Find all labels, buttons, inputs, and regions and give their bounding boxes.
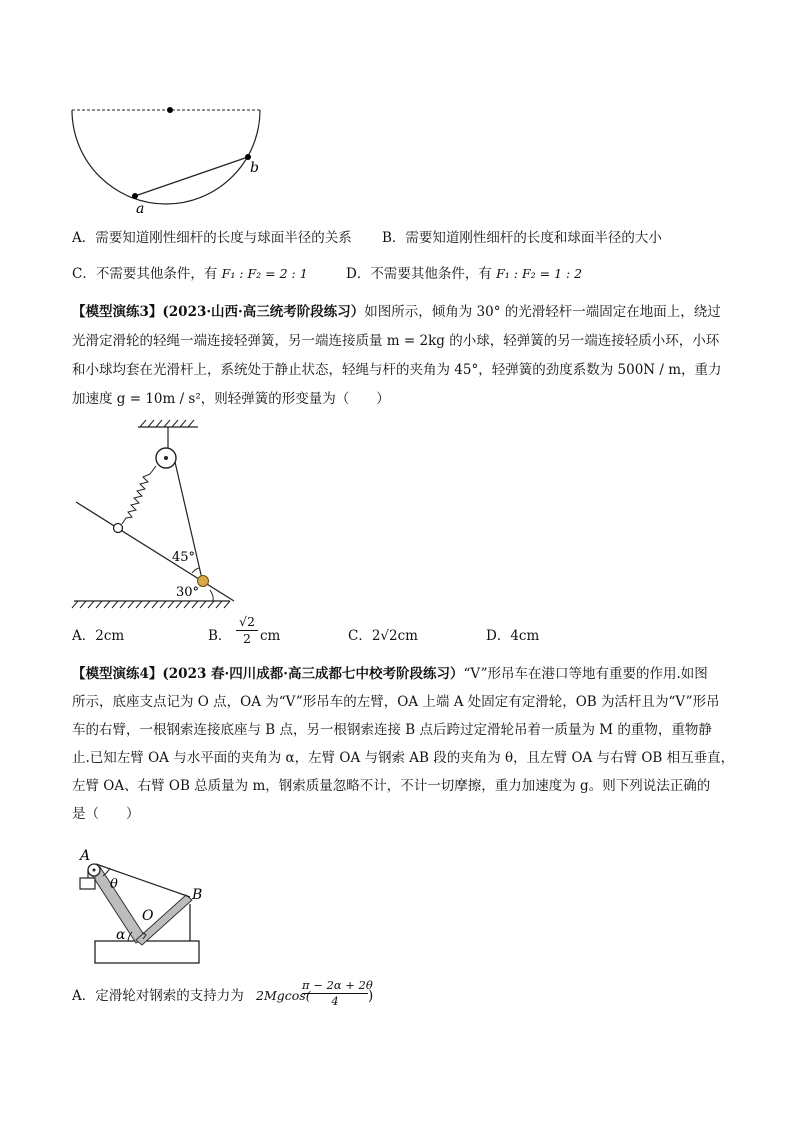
q4-option-a-numerator: π − 2α + 2θ: [302, 978, 373, 992]
q3-line-1: [72, 302, 721, 322]
incline-spring-figure: [70, 418, 250, 610]
light-ring: [114, 524, 123, 533]
q2-option-d-formula: F₁ : F₂ = 1 : 2: [496, 266, 583, 281]
q3-tag: 【模型演练3】(2023·山西·高三统考阶段练习）: [72, 304, 365, 320]
q3-line-3: 和小球均套在光滑杆上，系统处于静止状态，轻绳与杆的夹角为 45°，轻弹簧的劲度系数为 500N / m，重力: [72, 362, 722, 378]
q2-option-c-prefix: C．不需要其他条件，有: [72, 266, 218, 282]
bowl-center-dot: [167, 107, 173, 113]
spring: [122, 466, 156, 524]
q2-option-d: [346, 264, 582, 284]
label-theta: θ: [110, 877, 118, 892]
q4-option-a: [72, 978, 392, 1020]
angle-45-arc: [192, 568, 200, 573]
q2-option-d-prefix: D．不需要其他条件，有: [346, 266, 492, 282]
q3-line-1-text: 如图所示，倾角为 30° 的光滑轻杆一端固定在地面上，绕过: [364, 304, 721, 320]
q4-line-3: 车的右臂，一根钢索连接底座与 B 点，另一根钢索连接 B 点后跨过定滑轮吊着一质量为 M 的重物，重物静: [72, 722, 712, 738]
q4-line-5: 左臂 OA、右臂 OB 总质量为 m，钢索质量忽略不计，不计一切摩擦，重力加速度为 g。则下列说法正确的: [72, 778, 711, 794]
q4-line-1-text: “V”形吊车在港口等地有重要的作用.如图: [463, 666, 708, 682]
q4-option-a-formula-lead: 2Mgcos(: [256, 988, 311, 1003]
label-a: a: [136, 201, 145, 217]
pulley-axle: [164, 456, 168, 460]
q4-option-a-prefix: A．定滑轮对钢索的支持力为: [72, 988, 244, 1004]
angle-45-label: 45°: [172, 550, 196, 565]
q3-option-b-denominator: 2: [243, 631, 251, 646]
v-crane-figure: [72, 842, 212, 967]
angle-30-arc: [210, 590, 213, 601]
q4-tag: 【模型演练4】(2023 春·四川成都·高三成都七中校考阶段练习）: [72, 666, 464, 682]
q4-option-a-fraction: [302, 978, 373, 1009]
label-A: A: [80, 848, 91, 864]
q3-option-b-prefix: B．: [208, 628, 232, 644]
q3-option-b-unit: cm: [260, 628, 281, 644]
q4-line-1: [72, 664, 708, 684]
q3-option-c: C．2√2cm: [348, 628, 418, 644]
q3-option-d: D．4cm: [486, 628, 540, 644]
q2-option-c: [72, 264, 308, 284]
ground-hatch: [72, 601, 230, 608]
point-a-dot: [132, 193, 138, 199]
q2-option-b: B．需要知道刚性细杆的长度和球面半径的大小: [382, 230, 662, 246]
ceiling-hatch: [140, 420, 194, 427]
q3-line-2: 光滑定滑轮的轻绳一端连接轻弹簧，另一端连接质量 m = 2kg 的小球，轻弹簧的另一端连接轻质小环，小环: [72, 333, 720, 349]
bowl-rod-figure: [60, 100, 280, 220]
incline-rod: [76, 502, 234, 601]
angle-30-label: 30°: [176, 585, 200, 600]
q4-line-4: 止.已知左臂 OA 与水平面的夹角为 α，左臂 OA 与钢索 AB 段的夹角为 θ，且左臂 OA 与右臂 OB 相互垂直，: [72, 750, 735, 766]
bowl-arc: [72, 110, 260, 204]
theta-arc: [103, 868, 110, 876]
q3-option-a: A．2cm: [72, 628, 125, 644]
q2-option-a: A．需要知道刚性细杆的长度与球面半径的关系: [72, 230, 352, 246]
label-B: B: [192, 887, 203, 903]
label-O: O: [142, 908, 154, 924]
hanging-weight: [80, 878, 95, 889]
q4-option-a-formula-tail: ): [368, 988, 374, 1004]
ball: [198, 576, 209, 587]
q4-line-6: 是（ ）: [72, 806, 140, 822]
label-alpha: α: [116, 927, 126, 943]
q2-option-c-formula: F₁ : F₂ = 2 : 1: [221, 266, 308, 281]
q4-line-2: 所示，底座支点记为 O 点，OA 为“V”形吊车的左臂，OA 上端 A 处固定有定滑轮，OB 为活杆且为“V”形吊: [72, 694, 720, 710]
q4-option-a-denominator: 4: [331, 994, 339, 1008]
q3-line-4: 加速度 g = 10m / s²，则轻弹簧的形变量为（ ）: [72, 391, 390, 407]
q3-option-b-numerator: √2: [236, 614, 258, 631]
label-b: b: [250, 160, 259, 176]
crane-base: [95, 941, 199, 963]
q3-option-b-fraction: [236, 614, 258, 647]
fixed-pulley-axle: [93, 869, 96, 872]
rigid-rod: [135, 157, 248, 196]
